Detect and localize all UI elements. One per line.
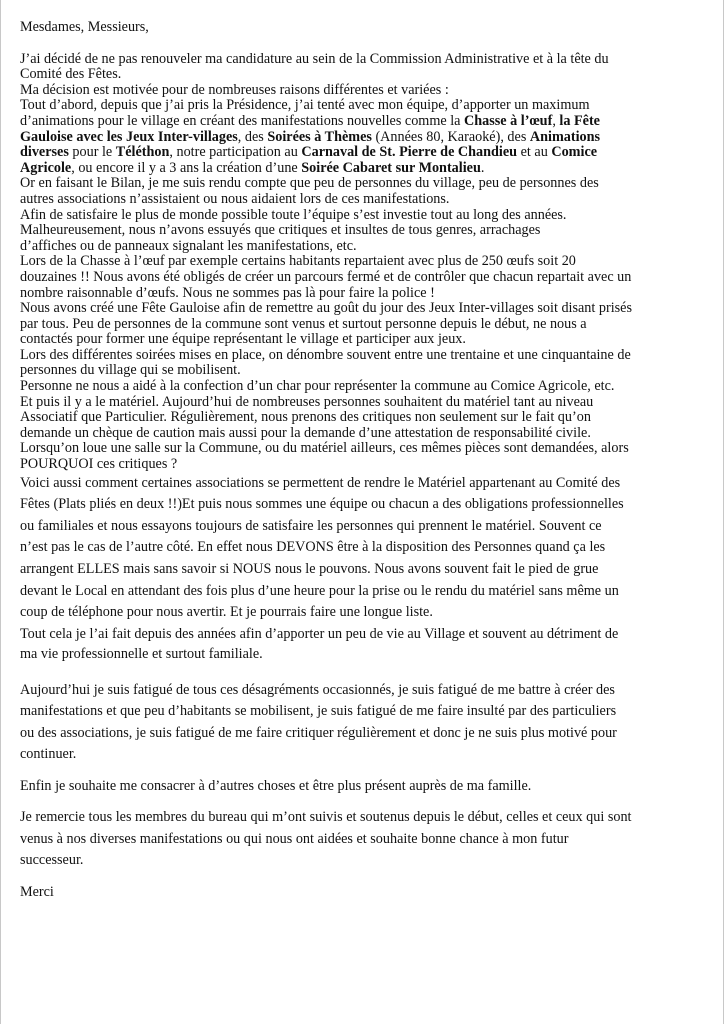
paragraph-soirees: Lors des différentes soirées mises en place, on dénombre souvent entre une trentaine et une cinquantaine de personnes du village qui se mobilisent.	[20, 346, 631, 379]
paragraph-decision: Ma décision est motivée pour de nombreuses raisons différentes et variées :	[20, 81, 449, 98]
letter-body	[20, 20, 720, 903]
events-text-8: , ou encore il y a 3 ans la création d’une	[71, 159, 302, 176]
paragraph-critiques: Malheureusement, nous n’avons essuyés que critiques et insultes de tous genres, arrachages d’affiches ou de panneaux signalant les manifestations, etc.	[20, 222, 541, 254]
paragraph-chasse: Lors de la Chasse à l’œuf par exemple certains habitants repartaient avec plus de 250 œufs soit 20 douzaines !! Nous avons été obligés de créer un parcours fermé et de contrôler que chacun repartait avec un nombre raisonnable d’œufs. Nous ne sommes pas là pour faire la police !	[20, 253, 632, 301]
paragraph-char: Personne ne nous a aidé à la confection d’un char pour représenter la commune au Comice Agricole, etc.	[20, 378, 615, 395]
paragraph-materiel: Et puis il y a le matériel. Aujourd’hui de nombreuses personnes souhaitent du matériel tant au niveau Associatif que Particulier. Régulièrement, nous prenons des critiques non seulement sur le fait qu’on demande un chèque de caution mais aussi pour la demande d’une attestation de responsabilité civile.	[20, 393, 594, 441]
event-telethon: Téléthon	[115, 144, 170, 161]
letter-main-block	[20, 52, 720, 664]
paragraph-famille: Enfin je souhaite me consacrer à d’autres choses et être plus présent auprès de ma famille.	[20, 777, 532, 794]
events-text-2: ,	[552, 112, 560, 129]
event-chasse: Chasse à l’œuf	[464, 112, 553, 129]
paragraph-events	[20, 98, 720, 176]
paragraph-bilan: Or en faisant le Bilan, je me suis rendu compte que peu de personnes du village, peu de personnes des autres associations n’assistaient ou nous aidaient lors de ces manifestations.	[20, 175, 599, 207]
event-carnaval: Carnaval de St. Pierre de Chandieu	[301, 144, 518, 161]
closing: Merci	[20, 883, 54, 900]
paragraph-intro: J’ai décidé de ne pas renouveler ma candidature au sein de la Commission Administrative et à la tête du Comité des Fêtes.	[20, 50, 609, 83]
paragraph-team: Afin de satisfaire le plus de monde possible toute l’équipe s’est investie tout au long des années.	[20, 206, 567, 223]
events-text-1: Tout d’abord, depuis que j’ai pris la Présidence, j’ai tenté avec mon équipe, d’apporter un maximum d’animations pour le village en créant des manifestations nouvelles comme la	[20, 97, 590, 129]
salutation: Mesdames, Messieurs,	[20, 19, 149, 35]
paragraph-pourquoi: Lorsqu’on loue une salle sur la Commune, ou du matériel ailleurs, ces mêmes pièces sont demandées, alors POURQUOI ces critiques ?	[20, 440, 629, 473]
paragraph-fete-gauloise: Nous avons créé une Fête Gauloise afin de remettre au goût du jour des Jeux Inter-villages soit disant prisés par tous. Peu de personnes de la commune sont venus et surtout personne depuis le début, ne nous a contactés pour former une équipe représentant le village et participer aux jeux.	[20, 300, 632, 348]
events-text-4: (Années 80, Karaoké), des	[371, 128, 530, 145]
paragraph-fatigue: Aujourd’hui je suis fatigué de tous ces désagréments occasionnés, je suis fatigué de me battre à créer des manifestations et que peu d’habitants se mobilisent, je suis fatigué de me faire insulté par des particuliers ou des associations, je suis fatigué de me faire critiquer régulièrement et donc je ne suis plus motivé pour continuer.	[20, 681, 617, 763]
paragraph-associations: Voici aussi comment certaines associations se permettent de rendre le Matériel appartenant au Comité des Fêtes (Plats pliés en deux !!)Et puis nous sommes une équipe ou chacun a des obligations professionnelles ou familiales et nous essayons toujours de satisfaire les personnes qui prennent le matériel. Souvent ce n’est pas le cas de l’autre côté. En effet nous DEVONS être à la disposition des Personnes quand ça les arrangent ELLES mais sans savoir si NOUS nous le pouvons. Nous avons souvent fait le pied de grue devant le Local en attendant des fois plus d’une heure pour la prise ou le rendu du matériel sans même un coup de téléphone pour nous avertir. Et je pourrais faire une longue liste.	[20, 474, 624, 621]
event-fete-gauloise: la Fête Gauloise avec les Jeux Inter-villages	[20, 112, 600, 145]
event-comice: Comice Agricole	[20, 144, 598, 176]
paragraph-detriment: Tout cela je l’ai fait depuis des années afin d’apporter un peu de vie au Village et souvent au détriment de ma vie professionnelle et surtout familiale.	[20, 625, 619, 662]
events-text-5: pour le	[68, 144, 116, 161]
events-text-6: , notre participation au	[169, 144, 302, 161]
events-text-7: et au	[517, 144, 552, 161]
event-cabaret: Soirée Cabaret sur Montalieu	[301, 159, 481, 176]
event-animations: Animations diverses	[20, 128, 601, 161]
event-soirees-themes: Soirées à Thèmes	[267, 128, 372, 145]
paragraph-remerciements: Je remercie tous les membres du bureau qui m’ont suivis et soutenus depuis le début, celles et ceux qui sont venus à nos diverses manifestations ou qui nous ont aidées et souhaite bonne chance à mon futur successeur.	[20, 809, 632, 869]
events-text-3: , des	[237, 128, 268, 145]
events-text-9: .	[480, 159, 485, 176]
